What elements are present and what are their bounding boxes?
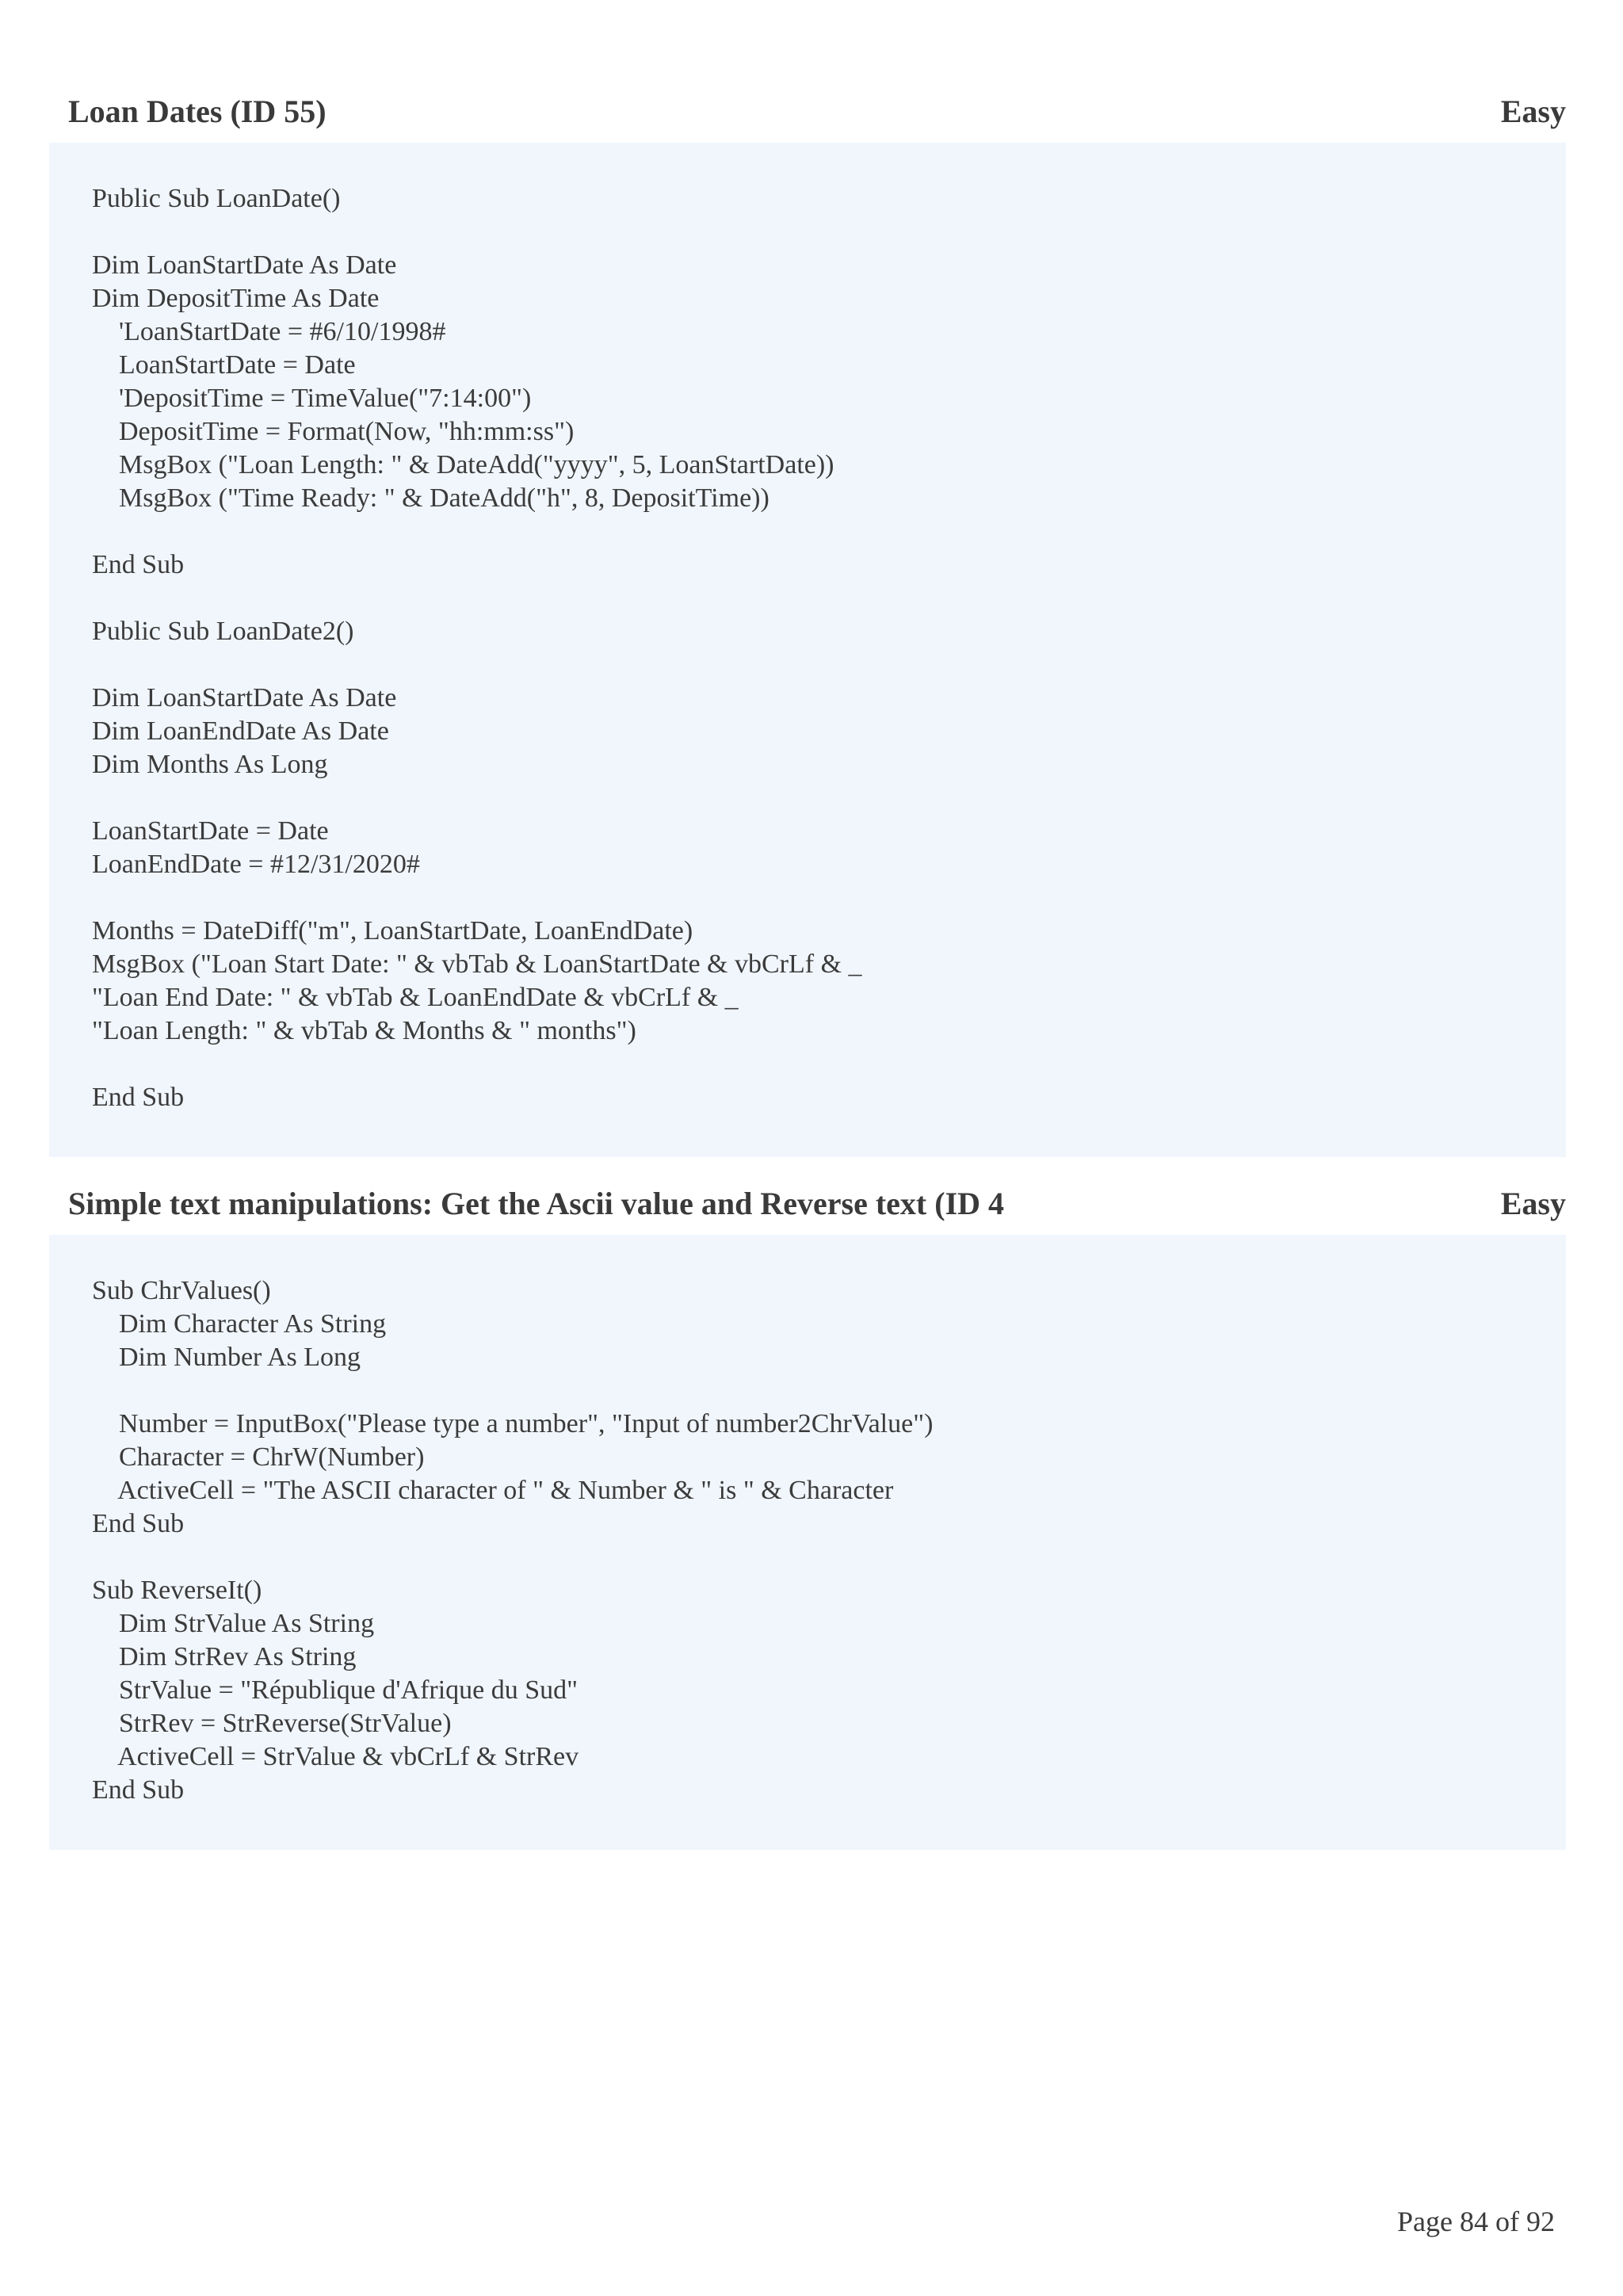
- code-line: [92, 1374, 1566, 1408]
- code-line: Number = InputBox("Please type a number", "Input of number2ChrValue"): [92, 1409, 934, 1438]
- code-line: Dim DepositTime As Date: [92, 284, 380, 313]
- code-line: [92, 1541, 1566, 1574]
- difficulty-label: Easy: [1500, 93, 1566, 129]
- code-block-text-manipulations: [49, 1235, 1566, 1850]
- code-line: [92, 648, 1566, 682]
- code-line: StrRev = StrReverse(StrValue): [92, 1709, 452, 1738]
- code-line: Dim Number As Long: [92, 1343, 361, 1372]
- code-block-loan-dates: [49, 143, 1566, 1157]
- difficulty-label: Easy: [1500, 1185, 1566, 1221]
- code-line: "Loan Length: " & vbTab & Months & " months"): [92, 1016, 636, 1045]
- code-line: ActiveCell = StrValue & vbCrLf & StrRev: [92, 1742, 579, 1771]
- code-line: End Sub: [92, 1083, 185, 1112]
- code-line: Dim Character As String: [92, 1309, 387, 1339]
- code-line: MsgBox ("Time Ready: " & DateAdd("h", 8, DepositTime)): [92, 483, 769, 513]
- code-line: MsgBox ("Loan Length: " & DateAdd("yyyy", 5, LoanStartDate)): [92, 450, 834, 479]
- code-line: ActiveCell = "The ASCII character of " & Number & " is " & Character: [92, 1476, 894, 1505]
- code-line: Months = DateDiff("m", LoanStartDate, LoanEndDate): [92, 916, 693, 946]
- code-line: [92, 781, 1566, 815]
- code-line: DepositTime = Format(Now, "hh:mm:ss"): [92, 417, 575, 446]
- code-line: Dim StrRev As String: [92, 1642, 357, 1671]
- code-line: 'DepositTime = TimeValue("7:14:00"): [92, 384, 532, 413]
- code-line: StrValue = "République d'Afrique du Sud": [92, 1675, 579, 1705]
- code-line: End Sub: [92, 1775, 185, 1805]
- section-title: Loan Dates (ID 55): [68, 93, 327, 129]
- code-line: Public Sub LoanDate2(): [92, 617, 354, 646]
- code-line: LoanStartDate = Date: [92, 350, 356, 380]
- code-line: LoanEndDate = #12/31/2020#: [92, 850, 420, 879]
- code-line: [92, 216, 1566, 249]
- section-title: Simple text manipulations: Get the Ascii value and Reverse text (ID 4: [68, 1185, 1005, 1221]
- code-line: Dim LoanStartDate As Date: [92, 683, 397, 712]
- code-line: "Loan End Date: " & vbTab & LoanEndDate & vbCrLf & _: [92, 983, 739, 1012]
- code-line: [92, 1048, 1566, 1081]
- code-line: Character = ChrW(Number): [92, 1442, 425, 1472]
- code-line: [92, 881, 1566, 915]
- code-line: [92, 515, 1566, 548]
- code-line: End Sub: [92, 550, 185, 579]
- code-line: Dim Months As Long: [92, 750, 328, 779]
- code-line: Dim StrValue As String: [92, 1609, 375, 1638]
- code-line: Sub ChrValues(): [92, 1276, 271, 1305]
- section-header-text-manipulations: [68, 1179, 1566, 1227]
- code-line: Public Sub LoanDate(): [92, 184, 341, 213]
- code-line: LoanStartDate = Date: [92, 816, 329, 846]
- code-line: End Sub: [92, 1509, 185, 1538]
- section-header-loan-dates: [68, 87, 1566, 135]
- code-line: Dim LoanEndDate As Date: [92, 716, 389, 746]
- code-line: 'LoanStartDate = #6/10/1998#: [92, 317, 446, 346]
- code-line: [92, 582, 1566, 615]
- page-number: Page 84 of 92: [1397, 2206, 1555, 2237]
- code-line: Sub ReverseIt(): [92, 1576, 262, 1605]
- code-line: MsgBox ("Loan Start Date: " & vbTab & LoanStartDate & vbCrLf & _: [92, 949, 862, 979]
- code-line: Dim LoanStartDate As Date: [92, 250, 397, 280]
